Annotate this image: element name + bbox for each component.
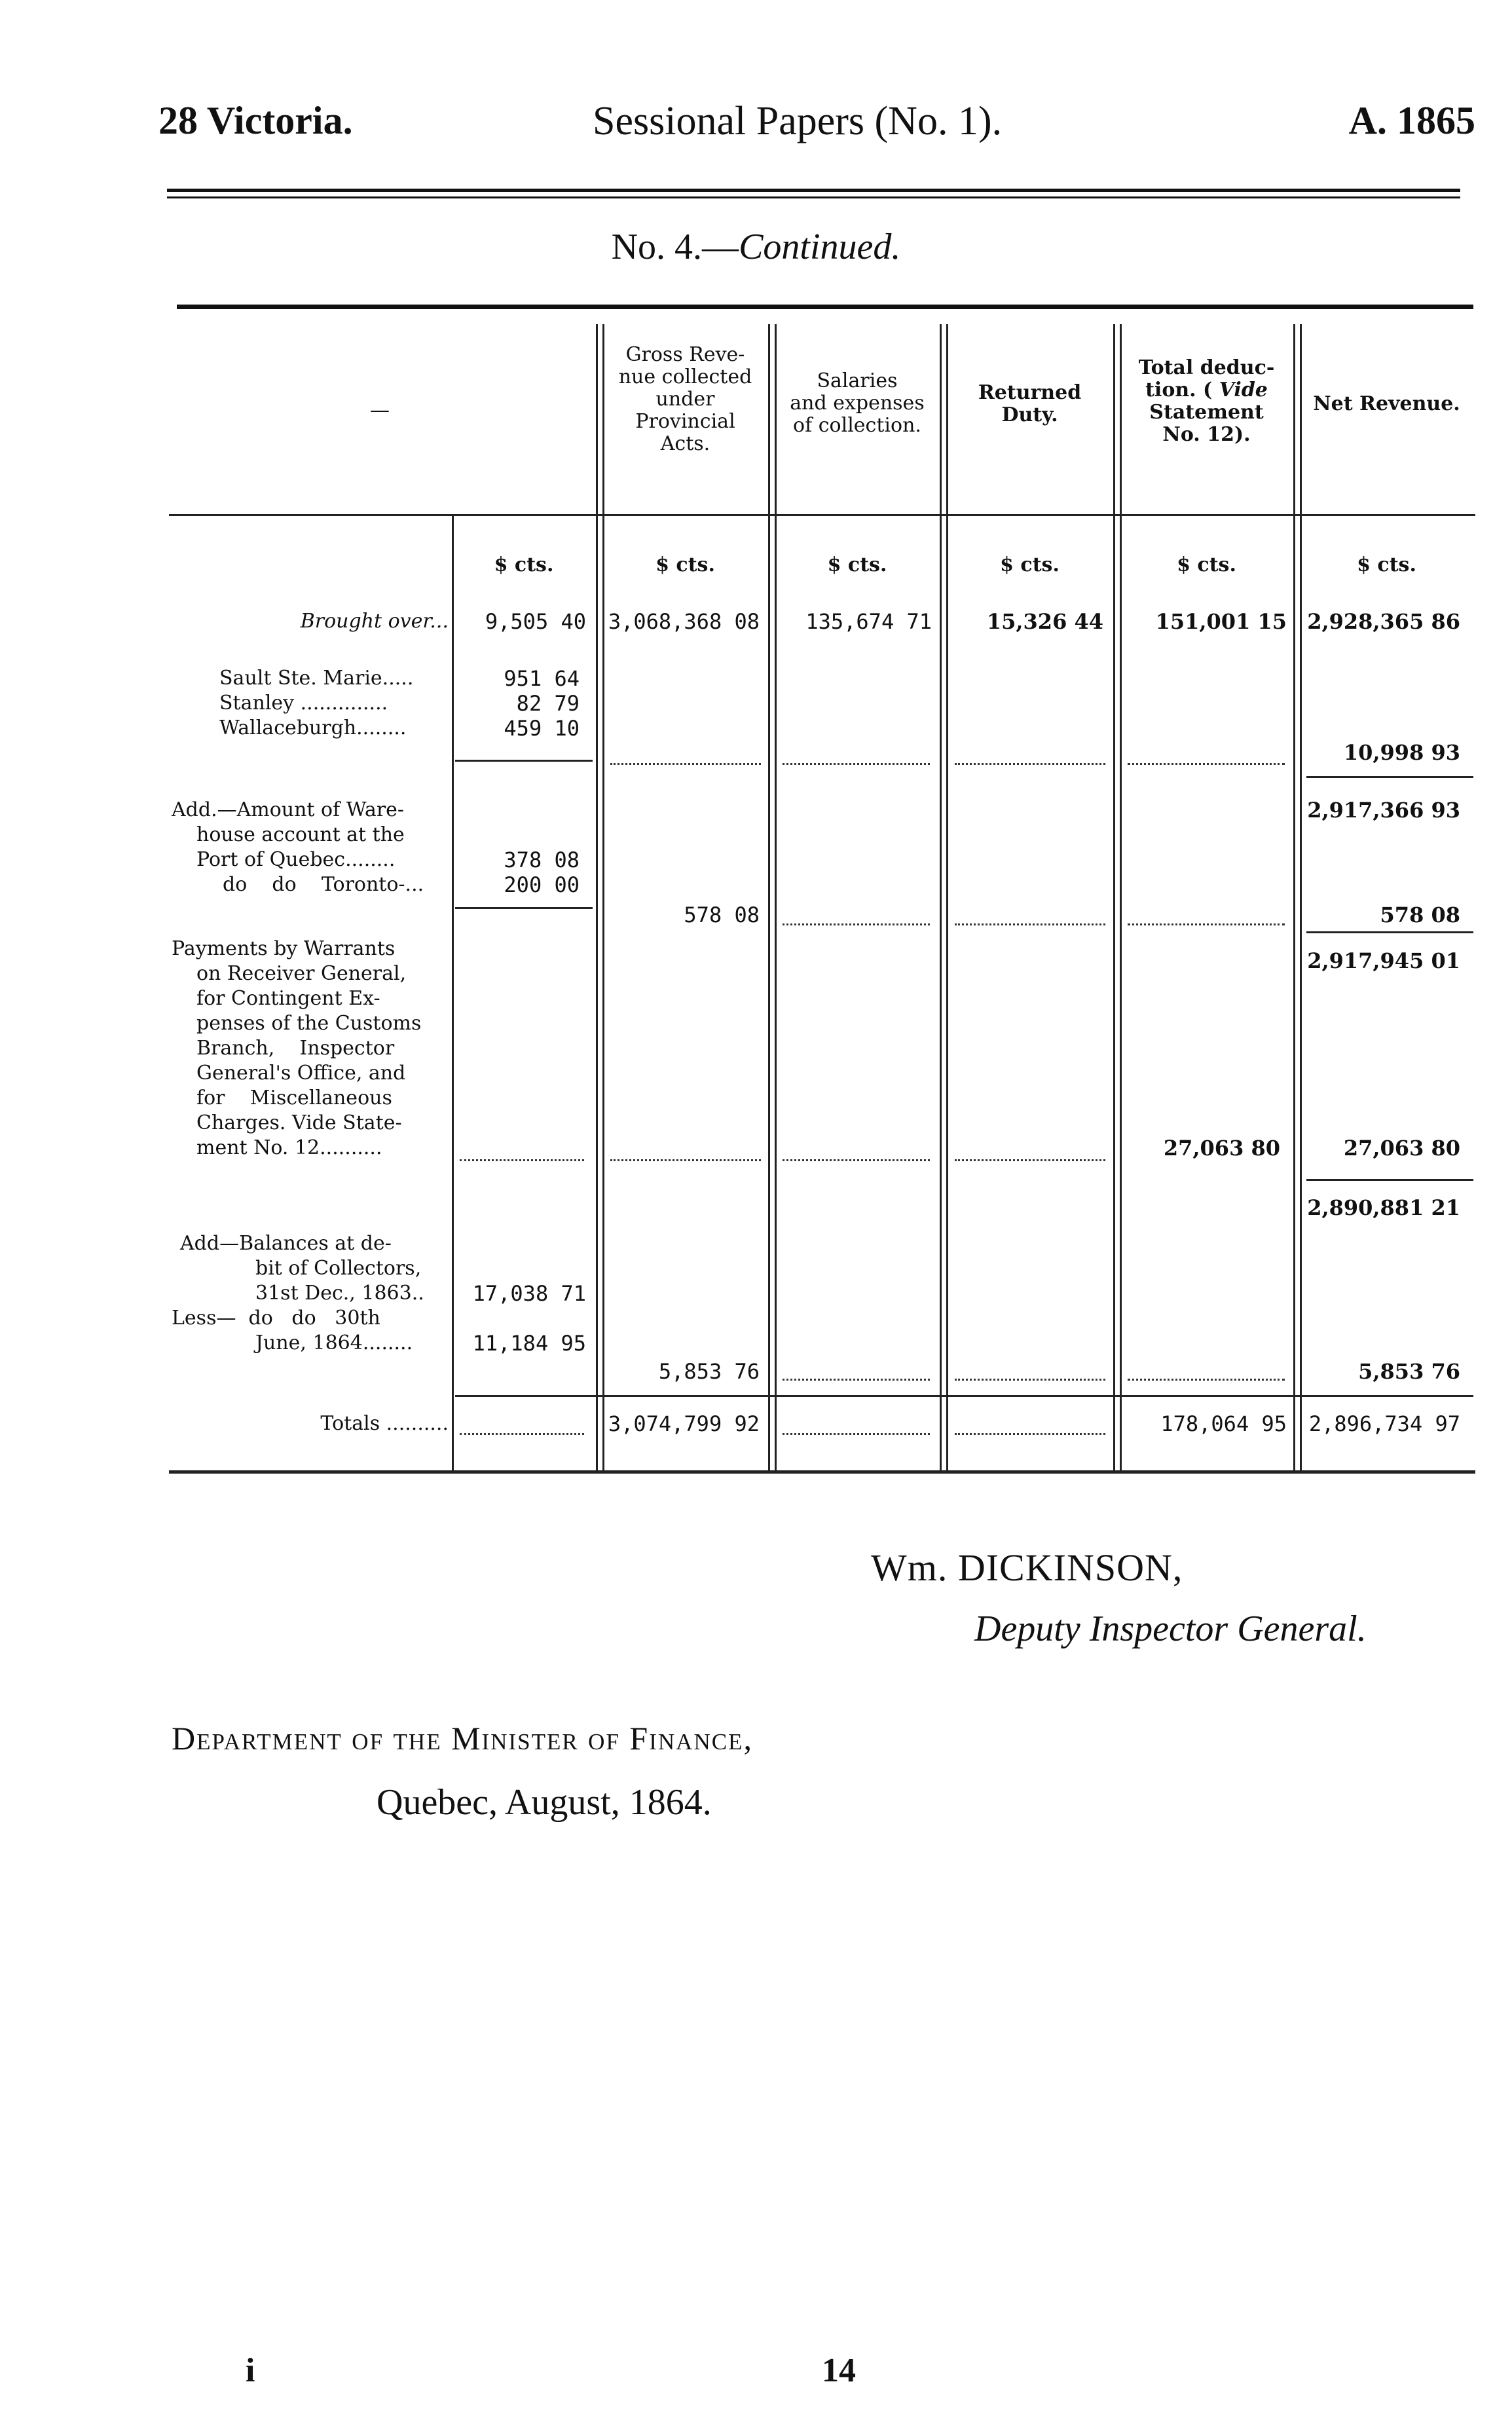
col-line-5b (1120, 324, 1122, 1470)
ports-net-rule (1306, 776, 1473, 778)
col-line-1 (452, 514, 454, 1470)
payments-dots-salaries (783, 1159, 930, 1161)
col-line-6b (1300, 324, 1302, 1470)
warehouse-gross: 578 08 (684, 903, 760, 927)
colhead-gross-l1: Gross Reve- (625, 343, 745, 366)
warehouse-value-quebec: 378 08 (504, 847, 580, 872)
totals-gross: 3,074,799 92 (608, 1411, 760, 1436)
footer-mark: i (246, 2352, 255, 2389)
page-number: 14 (822, 2352, 856, 2389)
brought-over-total: 151,001 15 (1155, 609, 1287, 634)
balances-dots-salaries (783, 1379, 930, 1381)
port-value-wallaceburgh: 459 10 (504, 716, 580, 741)
unit-returned: $ cts. (1000, 553, 1060, 576)
warehouse-line-3: Port of Quebec........ (196, 848, 396, 871)
colhead-gross-revenue (602, 344, 768, 455)
warehouse-sum-rule (455, 907, 593, 909)
warehouse-dots-returned (955, 923, 1105, 925)
table-bottom-rule (169, 1470, 1475, 1474)
payments-line-1: Payments by Warrants (172, 937, 396, 960)
payments-dots-gross (610, 1159, 761, 1161)
port-value-stanley: 82 79 (516, 691, 580, 716)
warehouse-value-toronto: 200 00 (504, 872, 580, 897)
col-line-2 (596, 324, 598, 1470)
header-year: A. 1865 (1348, 99, 1475, 142)
warehouse-line-2: house account at the (196, 823, 405, 846)
colhead-description: — (370, 399, 390, 422)
totals-dots-returned (955, 1433, 1105, 1435)
ports-dots-gross (610, 763, 761, 765)
payments-total: 27,063 80 (1163, 1136, 1280, 1161)
balances-line-2: bit of Collectors, (255, 1257, 422, 1280)
colhead-gross-l2: nue collected (618, 365, 752, 388)
unit-total: $ cts. (1177, 553, 1236, 576)
colhead-returned-l1: Returned (978, 381, 1082, 404)
ports-dots-returned (955, 763, 1105, 765)
col-line-3b (775, 324, 777, 1470)
col-line-4 (940, 324, 942, 1470)
totals-top-rule (455, 1395, 1473, 1397)
payments-top-rule (1306, 931, 1473, 933)
balances-value-1864: 11,184 95 (472, 1331, 586, 1356)
colhead-returned-duty (946, 382, 1113, 426)
unit-salaries: $ cts. (827, 553, 887, 576)
header-volume: 28 Victoria. (158, 99, 353, 142)
balances-line-5: June, 1864........ (255, 1331, 413, 1354)
totals-total: 178,064 95 (1160, 1411, 1287, 1436)
col-line-6 (1293, 324, 1295, 1470)
header-rule-bottom (167, 196, 1460, 198)
brought-over-gross: 3,068,368 08 (608, 609, 760, 634)
balances-line-3: 31st Dec., 1863.. (255, 1282, 424, 1305)
payments-line-4: penses of the Customs (196, 1012, 422, 1035)
ports-net: 10,998 93 (1343, 740, 1460, 765)
totals-label: Totals .......... (320, 1412, 449, 1435)
ports-dots-total (1128, 763, 1285, 765)
port-value-sault: 951 64 (504, 666, 580, 691)
balances-net-before: 2,890,881 21 (1307, 1195, 1460, 1220)
brought-over-sub: 9,505 40 (485, 609, 586, 634)
warehouse-line-1: Add.—Amount of Ware- (172, 798, 405, 821)
header-bottom-rule (169, 514, 1475, 516)
col-line-2b (602, 324, 604, 1470)
colhead-salaries-l2: and expenses (790, 392, 925, 415)
header-rule-top (167, 189, 1460, 192)
signature-name: Wm. DICKINSON, (871, 1546, 1183, 1589)
payments-net-rule (1306, 1179, 1473, 1181)
colhead-gross-l4: Provincial (635, 410, 735, 433)
port-label-wallaceburgh: Wallaceburgh........ (219, 717, 407, 739)
header-title: Sessional Papers (No. 1). (593, 99, 1003, 143)
payments-dots-sub (460, 1159, 584, 1161)
port-label-sault: Sault Ste. Marie..... (219, 667, 414, 690)
subtitle-number: No. 4.— (611, 227, 739, 267)
payments-line-5: Branch, Inspector (196, 1037, 395, 1060)
balances-gross: 5,853 76 (658, 1359, 760, 1384)
colhead-total-deduction (1120, 357, 1293, 446)
warehouse-dots-total (1128, 923, 1285, 925)
brought-over-salaries: 135,674 71 (805, 609, 932, 634)
table-subtitle (0, 226, 1512, 268)
payments-net-before: 2,917,945 01 (1307, 948, 1460, 973)
unit-sub: $ cts. (494, 553, 554, 576)
balances-dots-returned (955, 1379, 1105, 1381)
col-line-5 (1113, 324, 1115, 1470)
department-line: Department of the Minister of Finance, (172, 1720, 753, 1757)
place-date: Quebec, August, 1864. (377, 1782, 712, 1823)
payments-net: 27,063 80 (1343, 1136, 1460, 1161)
unit-gross: $ cts. (655, 553, 715, 576)
balances-line-1: Add—Balances at de- (180, 1232, 392, 1255)
brought-over-net: 2,928,365 86 (1307, 609, 1460, 634)
colhead-gross-l5: Acts. (660, 432, 710, 455)
warehouse-net: 578 08 (1380, 903, 1460, 927)
payments-line-2: on Receiver General, (196, 962, 407, 985)
payments-line-9: ment No. 12.......... (196, 1136, 382, 1159)
col-line-4b (946, 324, 948, 1470)
col-line-3 (768, 324, 770, 1470)
payments-line-6: General's Office, and (196, 1062, 406, 1085)
balances-line-4: Less— do do 30th (172, 1307, 380, 1330)
colhead-total-l3: Statement (1149, 401, 1264, 424)
balances-dots-total (1128, 1379, 1285, 1381)
ports-sum-rule (455, 760, 593, 762)
warehouse-net-before: 2,917,366 93 (1307, 798, 1460, 823)
colhead-total-l1: Total deduc- (1138, 356, 1275, 379)
payments-dots-returned (955, 1159, 1105, 1161)
payments-line-8: Charges. Vide State- (196, 1111, 402, 1134)
totals-dots-sub (460, 1433, 584, 1435)
signature-title: Deputy Inspector General. (974, 1609, 1367, 1649)
brought-over-returned: 15,326 44 (986, 609, 1103, 634)
colhead-salaries-l1: Salaries (817, 369, 898, 392)
colhead-total-l2: tion. ( Vide (1145, 379, 1268, 401)
colhead-net-revenue: Net Revenue. (1313, 392, 1460, 415)
warehouse-line-4: do do Toronto-... (223, 873, 424, 896)
payments-line-3: for Contingent Ex- (196, 987, 380, 1010)
colhead-salaries-l3: of collection. (793, 414, 921, 437)
ports-dots-salaries (783, 763, 930, 765)
totals-dots-salaries (783, 1433, 930, 1435)
colhead-returned-l2: Duty. (1001, 403, 1058, 426)
colhead-salaries (775, 370, 940, 437)
totals-net: 2,896,734 97 (1308, 1411, 1460, 1436)
colhead-total-l4: No. 12). (1162, 423, 1251, 446)
payments-line-7: for Miscellaneous (196, 1087, 392, 1109)
warehouse-dots-salaries (783, 923, 930, 925)
balances-net: 5,853 76 (1358, 1359, 1460, 1384)
balances-value-1863: 17,038 71 (472, 1281, 586, 1306)
port-label-stanley: Stanley .............. (219, 692, 388, 715)
unit-net: $ cts. (1357, 553, 1416, 576)
colhead-gross-l3: under (655, 388, 715, 411)
subtitle-continued: Continued. (739, 227, 901, 267)
brought-over-label: Brought over... (300, 610, 449, 633)
table-top-rule (177, 305, 1473, 309)
